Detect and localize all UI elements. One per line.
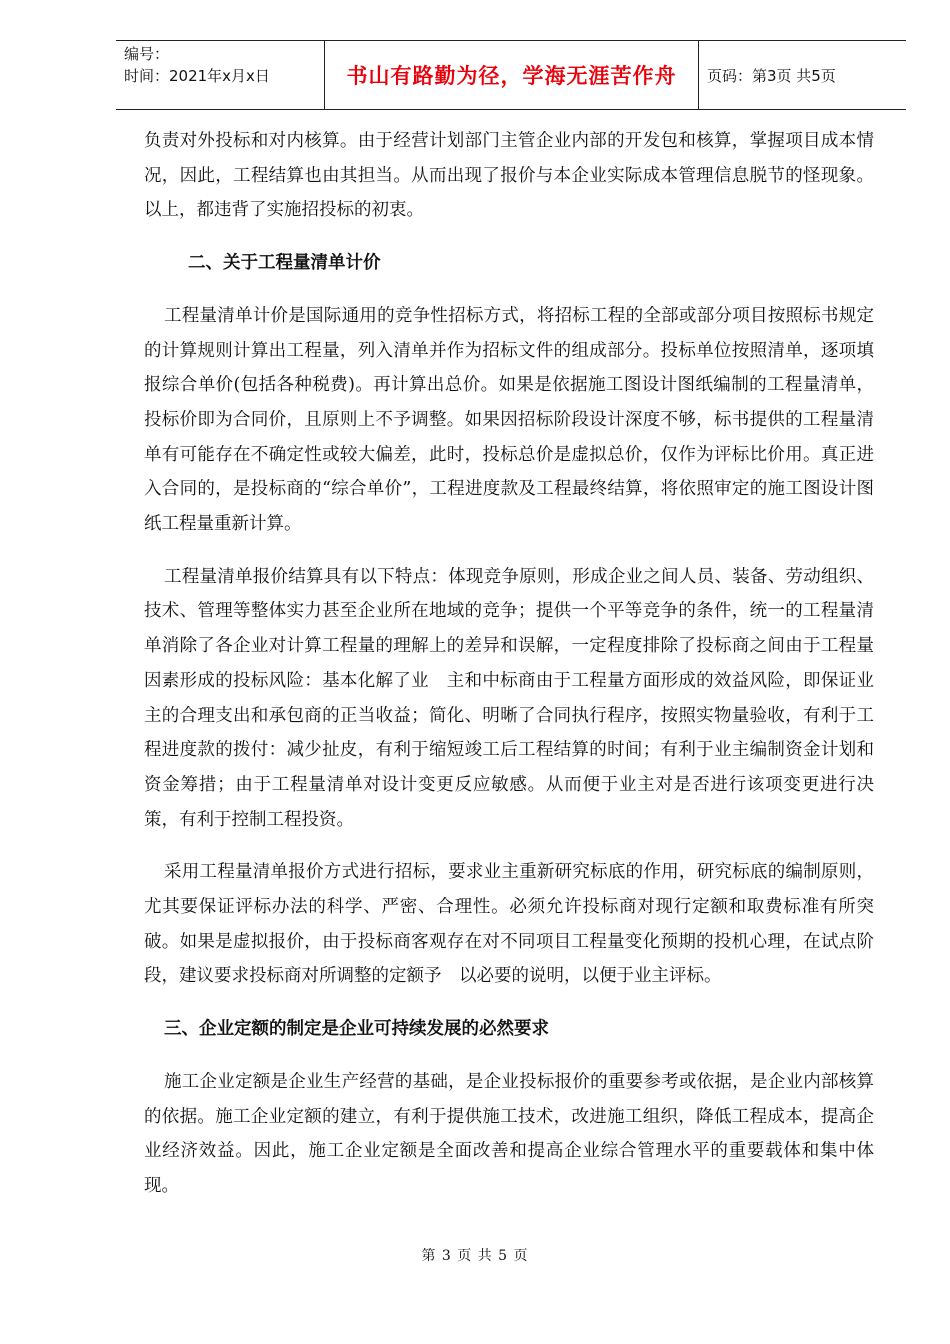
header-meta-cell <box>116 41 325 109</box>
section-heading-3: 三、企业定额的制定是企业可持续发展的必然要求 <box>164 1019 549 1040</box>
paragraph-continued: 负责对外投标和对内核算。由于经营计划部门主管企业内部的开发包和核算，掌握项目成本情况，因此，工程结算也由其担当。从而出现了报价与本企业实际成本管理信息脱节的怪现象。以上，都违背了实施招投标的初衷。 <box>144 131 874 221</box>
page-number-cell <box>699 41 906 109</box>
motto-text: 书山有路勤为径，学海无涯苦作舟 <box>346 63 677 88</box>
document-body <box>144 124 874 1204</box>
page-header <box>116 40 906 110</box>
page-number-label: 页码：第3页 共5页 <box>707 66 836 85</box>
motto-cell <box>325 41 699 109</box>
number-label: 编号： <box>124 45 170 63</box>
paragraph-enterprise-quota: 施工企业定额是企业生产经营的基础，是企业投标报价的重要参考或依据，是企业内部核算的依据。施工企业定额的建立，有利于提供施工技术，改进施工组织，降低工程成本，提高企业经济效益。因此，施工企业定额是全面改善和提高企业综合管理水平的重要载体和集中体现。 <box>144 1071 874 1196</box>
page-footer: 第 3 页 共 5 页 <box>421 1248 529 1264</box>
time-label: 时间：2021年x月x日 <box>124 67 270 85</box>
paragraph-boq-bidding: 采用工程量清单报价方式进行招标，要求业主重新研究标底的作用，研究标底的编制原则，尤其要保证评标办法的科学、严密、合理性。必须允许投标商对现行定额和取费标准有所突破。如果是虚拟报价，由于投标商客观存在对不同项目工程量变化预期的投机心理，在试点阶段，建议要求投标商对所调整的定额予 以必要的说明，以便于业主评标。 <box>144 862 874 987</box>
paragraph-boq-features: 工程量清单报价结算具有以下特点：体现竞争原则，形成企业之间人员、装备、劳动组织、技术、管理等整体实力甚至企业所在地域的竞争；提供一个平等竞争的条件，统一的工程量清单消除了各企业对计算工程量的理解上的差异和误解，一定程度排除了投标商之间由于工程量因素形成的投标风险：基本化解了业 主和中标商由于工程量方面形成的效益风险，即保证业主的合理支出和承包商的正当收益；简化、明晰了合同执行程序，按照实物量验收，有利于工程进度款的拨付：减少扯皮，有利于缩短竣工后工程结算的时间；有利于业主编制资金计划和资金筹措；由于工程量清单对设计变更反应敏感。从而便于业主对是否进行该项变更进行决策，有利于控制工程投资。 <box>144 566 874 830</box>
paragraph-boq-pricing: 工程量清单计价是国际通用的竞争性招标方式，将招标工程的全部或部分项目按照标书规定的计算规则计算出工程量，列入清单并作为招标文件的组成部分。投标单位按照清单，逐项填报综合单价(包括各种税费)。再计算出总价。如果是依据施工图设计图纸编制的工程量清单，投标价即为合同价，且原则上不予调整。如果因招标阶段设计深度不够，标书提供的工程量清单有可能存在不确定性或较大偏差，此时，投标总价是虚拟总价，仅作为评标比价用。真正进入合同的，是投标商的“综合单价”，工程进度款及工程最终结算，将依照审定的施工图设计图纸工程量重新计算。 <box>144 305 874 535</box>
section-heading-2: 二、关于工程量清单计价 <box>188 253 381 274</box>
